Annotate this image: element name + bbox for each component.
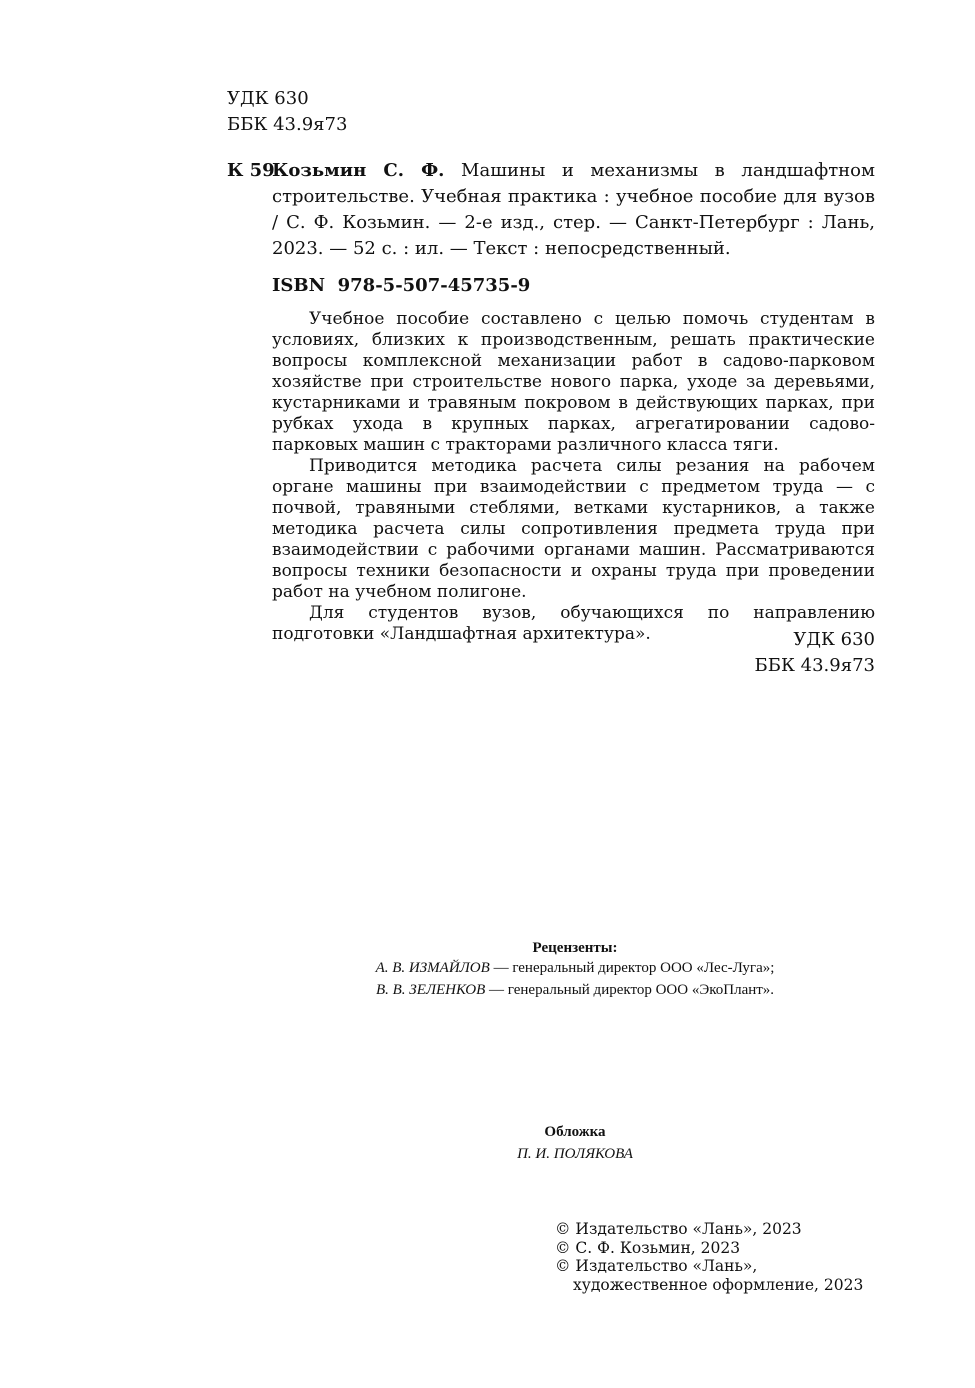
annotation-paragraph: Для студентов вузов, обучающихся по направлению подготовки «Ландшафтная архитектура». — [272, 603, 875, 644]
udk-bbk-right — [755, 627, 875, 679]
bbk-code: ББК 43.9я73 — [227, 114, 348, 135]
reviewers-heading: Рецензенты: — [532, 940, 618, 956]
copyright-line: художественное оформление, 2023 — [573, 1275, 864, 1294]
isbn: ISBN 978-5-507-45735-9 — [272, 275, 531, 296]
reviewer-name: В. В. ЗЕЛЕНКОВ — [375, 982, 486, 998]
udk-code: УДК 630 — [227, 88, 309, 109]
cover-artist: П. И. ПОЛЯКОВА — [517, 1146, 633, 1162]
bbk-code: ББК 43.9я73 — [754, 655, 875, 676]
copyright-line: © Издательство «Лань», — [555, 1257, 758, 1275]
cover-heading: Обложка — [544, 1124, 606, 1140]
annotation-paragraph: Приводится методика расчета силы резания на рабочем органе машины при взаимодействии с предметом труда — с почвой, травяными стеблями, ветками кустарников, а также методика расчета силы сопротивления предмета труда при взаимодействии с рабочими органами машин. Рассматриваются вопросы техники безопасности и охраны труда при проведении работ на учебном полигоне. — [272, 456, 875, 602]
reviewer-name: А. В. ИЗМАЙЛОВ — [375, 960, 490, 976]
reviewers-block — [340, 940, 810, 1001]
udk-code: УДК 630 — [793, 629, 875, 650]
cover-credit — [440, 1121, 710, 1165]
reviewer-role: — генеральный директор ООО «ЭкоПлант». — [485, 982, 775, 998]
copyright-line: © С. Ф. Козьмин, 2023 — [555, 1238, 741, 1257]
reviewer-line — [340, 979, 810, 1001]
author-mark: К 59 — [227, 160, 275, 181]
bib-text: Машины и механизмы в ландшафтном строительстве. Учебная практика : учебное пособие для вузов / С. Ф. Козьмин. — 2-е изд., стер. — Санкт-Петербург : Лань, 2023. — 52 с. : ил. — Текст : непосредственный. — [272, 160, 875, 259]
udk-bbk-top — [227, 86, 347, 138]
reviewer-role: — генеральный директор ООО «Лес-Луга»; — [489, 960, 775, 976]
copyright-block — [555, 1220, 863, 1294]
bibliographic-record — [272, 158, 875, 262]
copyright-line: © Издательство «Лань», 2023 — [555, 1220, 802, 1238]
reviewer-line — [340, 957, 810, 979]
annotation-paragraph: Учебное пособие составлено с целью помочь студентам в условиях, близких к производственным, решать практические вопросы комплексной механизации работ в садово-парковом хозяйстве при строительстве нового парка, уходе за деревьями, кустарниками и травяным покровом в действующих парках, при рубках ухода в крупных парках, агрегатировании садово-парковых машин с тракторами различного класса тяги. — [272, 309, 875, 455]
bib-author: Козьмин С. Ф. — [272, 160, 445, 181]
annotation — [272, 309, 875, 645]
